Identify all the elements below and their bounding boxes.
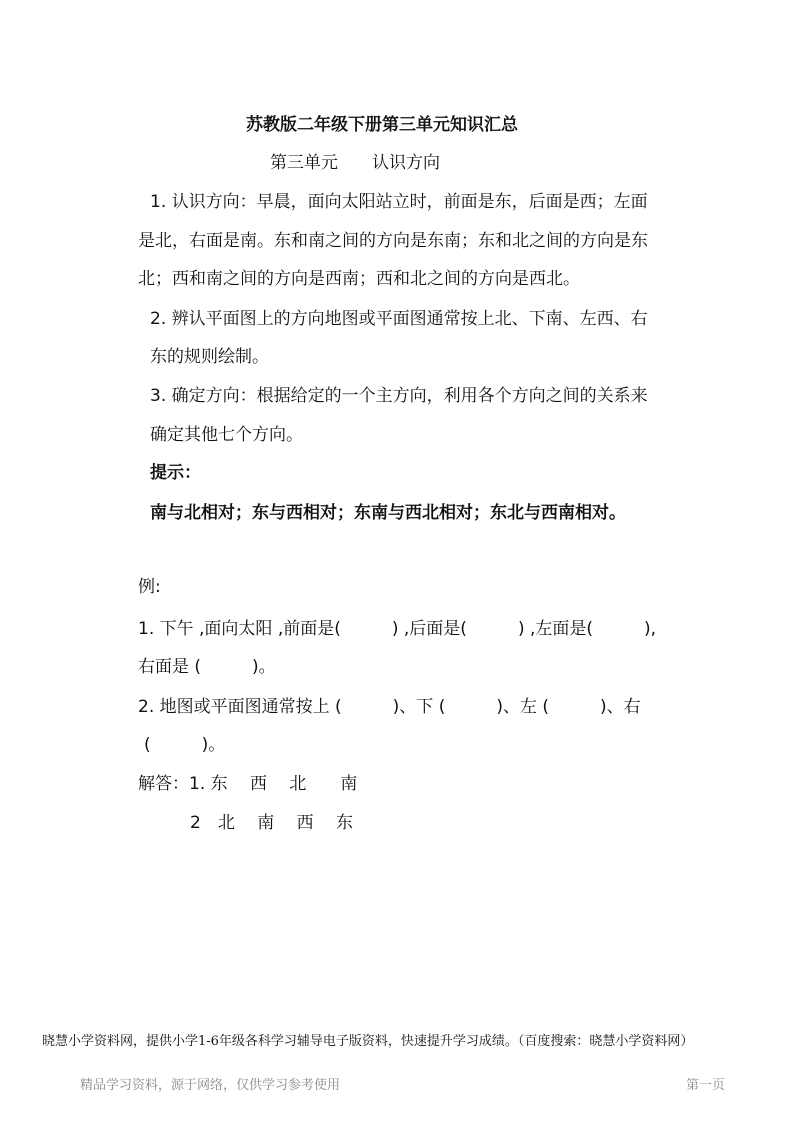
example-line-4: ( )。 — [144, 735, 226, 755]
point-3-line-2: 确定其他七个方向。 — [150, 425, 303, 445]
example-line-3: 2. 地图或平面图通常按上 ( )、下 ( )、左 ( )、右 — [138, 697, 641, 717]
example-label: 例: — [138, 577, 161, 597]
point-1-line-3: 北；西和南之间的方向是西南；西和北之间的方向是西北。 — [138, 269, 580, 289]
tip-text: 南与北相对；东与西相对；东南与西北相对；东北与西南相对。 — [150, 503, 626, 523]
point-3-line-1: 3. 确定方向：根据给定的一个主方向，利用各个方向之间的关系来 — [150, 386, 648, 406]
answer-line-1: 解答：1. 东 西 北 南 — [138, 774, 358, 794]
point-2-line-2: 东的规则绘制。 — [150, 347, 269, 367]
footer-note: 晓慧小学资料网，提供小学1-6年级各科学习辅导电子版资料，快速提升学习成绩。（百度搜索：晓慧小学资料网） — [42, 1034, 694, 1049]
footer-faded-left: 精品学习资料，源于网络，仅供学习参考使用 — [80, 1078, 341, 1093]
page-title: 苏教版二年级下册第三单元知识汇总 — [246, 115, 518, 135]
unit-subtitle: 第三单元 认识方向 — [270, 153, 440, 173]
point-2-line-1: 2. 辨认平面图上的方向地图或平面图通常按上北、下南、左西、右 — [150, 309, 648, 329]
example-line-2: 右面是 ( )。 — [138, 657, 276, 677]
answer-line-2: 2 北 南 西 东 — [190, 813, 354, 833]
point-1-line-2: 是北，右面是南。东和南之间的方向是东南；东和北之间的方向是东 — [138, 231, 648, 251]
example-line-1: 1. 下午 ,面向太阳 ,前面是( ) ,后面是( ) ,左面是( ), — [138, 619, 657, 639]
footer-faded-right: 第一页 — [686, 1078, 726, 1093]
point-1-line-1: 1. 认识方向：早晨，面向太阳站立时，前面是东，后面是西；左面 — [150, 192, 648, 212]
tip-label: 提示： — [150, 463, 201, 483]
